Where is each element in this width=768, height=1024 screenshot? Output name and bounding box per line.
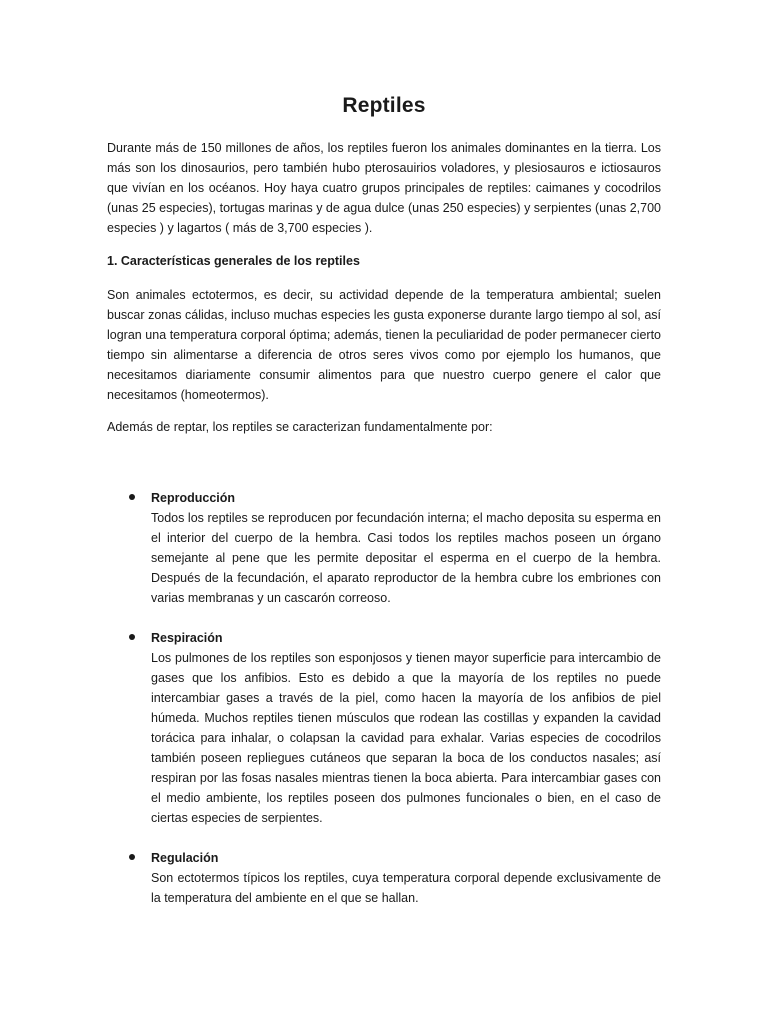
bullet-icon [129,854,135,860]
lead-paragraph: Además de reptar, los reptiles se caracterizan fundamentalmente por: [107,420,493,434]
section-paragraph: Son animales ectotermos, es decir, su actividad depende de la temperatura ambiental; suelen buscar zonas cálidas, incluso muchas especies les gusta exponerse durante largo tiempo al sol, así logran una temperatura corporal óptima; además, tienen la peculiaridad de poder permanecer cierto tiempo sin alimentarse a diferencia de otros seres vivos como por ejemplo los humanos, que necesitamos diariamente consumir alimentos para que nuestro cuerpo genere el calor que necesitamos (homeotermos). [107,288,661,402]
section-heading: 1. Características generales de los reptiles [107,254,360,268]
list-item-title: Reproducción [151,491,236,505]
characteristics-list [107,488,661,908]
list-item-title: Regulación [151,851,219,865]
bullet-icon [129,494,135,500]
list-item-respiracion [107,628,661,828]
list-item-regulacion [107,848,661,908]
document-title: Reptiles [342,94,426,117]
intro-paragraph: Durante más de 150 millones de años, los reptiles fueron los animales dominantes en la tierra. Los más son los dinosaurios, pero también hubo pterosauirios voladores, y plesiosauros e ictiosauros que vivían en los océanos. Hoy haya cuatro grupos principales de reptiles: caimanes y cocodrilos (unas 25 especies), tortugas marinas y de agua dulce (unas 250 especies) y serpientes (unas 2,700 especies ) y lagartos ( más de 3,700 especies ). [107,141,661,235]
bullet-icon [129,634,135,640]
list-item-title: Respiración [151,631,223,645]
list-item-reproduccion [107,488,661,608]
list-item-text: Son ectotermos típicos los reptiles, cuya temperatura corporal depende exclusivamente de la temperatura del ambiente en el que se hallan. [151,871,661,905]
list-item-text: Los pulmones de los reptiles son esponjosos y tienen mayor superficie para intercambio de gases que los anfibios. Esto es debido a que la mayoría de los reptiles no puede intercambiar gases a través de la piel, como hacen la mayoría de los anfibios de piel húmeda. Muchos reptiles tienen músculos que rodean las costillas y expanden la cavidad torácica para inhalar, o colapsan la cavidad para exhalar. Varias especies de cocodrilos también poseen repliegues cutáneos que separan la boca de los conductos nasales; así respiran por las fosas nasales mientras tienen la boca abierta. Para intercambiar gases con el medio ambiente, los reptiles poseen dos pulmones funcionales o bien, en el caso de ciertas especies de serpientes. [151,651,661,825]
list-item-text: Todos los reptiles se reproducen por fecundación interna; el macho deposita su esperma en el interior del cuerpo de la hembra. Casi todos los reptiles machos poseen un órgano semejante al pene que les permite depositar el esperma en el cuerpo de la hembra. Después de la fecundación, el aparato reproductor de la hembra cubre los embriones con varias membranas y un cascarón correoso. [151,511,661,605]
document-content [107,90,661,928]
